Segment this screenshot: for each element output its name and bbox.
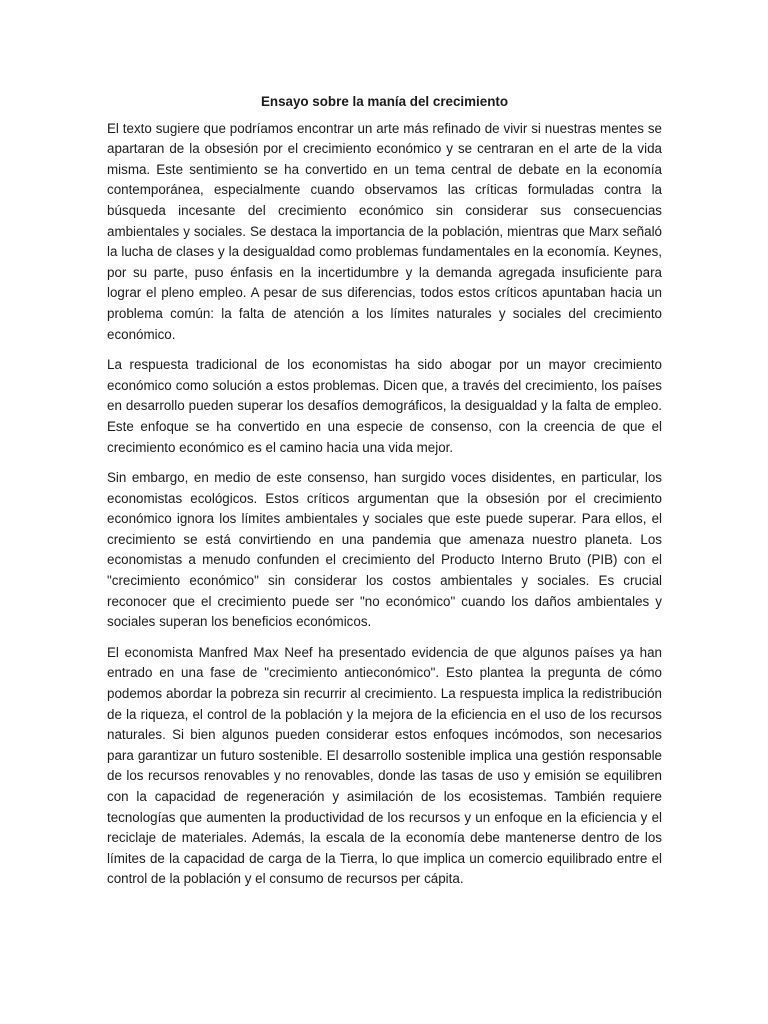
document-body bbox=[107, 92, 662, 900]
paragraph-1: El texto sugiere que podríamos encontrar un arte más refinado de vivir si nuestras mentes se apartaran de la obsesión por el crecimiento económico y se centraran en el arte de la vida misma. Este sentimiento se ha convertido en un tema central de debate en la economía contemporánea, especialmente cuando observamos las críticas formuladas contra la búsqueda incesante del crecimiento económico sin considerar sus consecuencias ambientales y sociales. Se destaca la importancia de la población, mientras que Marx señaló la lucha de clases y la desigualdad como problemas fundamentales en la economía. Keynes, por su parte, puso énfasis en la incertidumbre y la demanda agregada insuficiente para lograr el pleno empleo. A pesar de sus diferencias, todos estos críticos apuntaban hacia un problema común: la falta de atención a los límites naturales y sociales del crecimiento económico. bbox=[107, 120, 662, 342]
document-title: Ensayo sobre la manía del crecimiento bbox=[260, 94, 509, 109]
paragraph-2: La respuesta tradicional de los economistas ha sido abogar por un mayor crecimiento económico como solución a estos problemas. Dicen que, a través del crecimiento, los países en desarrollo pueden superar los desafíos demográficos, la desigualdad y la falta de empleo. Este enfoque se ha convertido en una especie de consenso, con la creencia de que el crecimiento económico es el camino hacia una vida mejor. bbox=[107, 357, 662, 455]
paragraph-3: Sin embargo, en medio de este consenso, han surgido voces disidentes, en particular, los economistas ecológicos. Estos críticos argumentan que la obsesión por el crecimiento económico ignora los límites ambientales y sociales que este puede superar. Para ellos, el crecimiento se está convirtiendo en una pandemia que amenaza nuestro planeta. Los economistas a menudo confunden el crecimiento del Producto Interno Bruto (PIB) con el "crecimiento económico" sin considerar los costos ambientales y sociales. Es crucial reconocer que el crecimiento puede ser "no económico" cuando los daños ambientales y sociales superan los beneficios económicos. bbox=[107, 470, 662, 630]
paragraph-4: El economista Manfred Max Neef ha presentado evidencia de que algunos países ya han entrado en una fase de "crecimiento antieconómico". Esto plantea la pregunta de cómo podemos abordar la pobreza sin recurrir al crecimiento. La respuesta implica la redistribución de la riqueza, el control de la población y la mejora de la eficiencia en el uso de los recursos naturales. Si bien algunos pueden considerar estos enfoques incómodos, son necesarios para garantizar un futuro sostenible. El desarrollo sostenible implica una gestión responsable de los recursos renovables y no renovables, donde las tasas de uso y emisión se equilibren con la capacidad de regeneración y asimilación de los ecosistemas. También requiere tecnologías que aumenten la productividad de los recursos y un enfoque en la eficiencia y el reciclaje de materiales. Además, la escala de la economía debe mantenerse dentro de los límites de la capacidad de carga de la Tierra, lo que implica un comercio equilibrado entre el control de la población y el consumo de recursos per cápita. bbox=[107, 644, 662, 887]
